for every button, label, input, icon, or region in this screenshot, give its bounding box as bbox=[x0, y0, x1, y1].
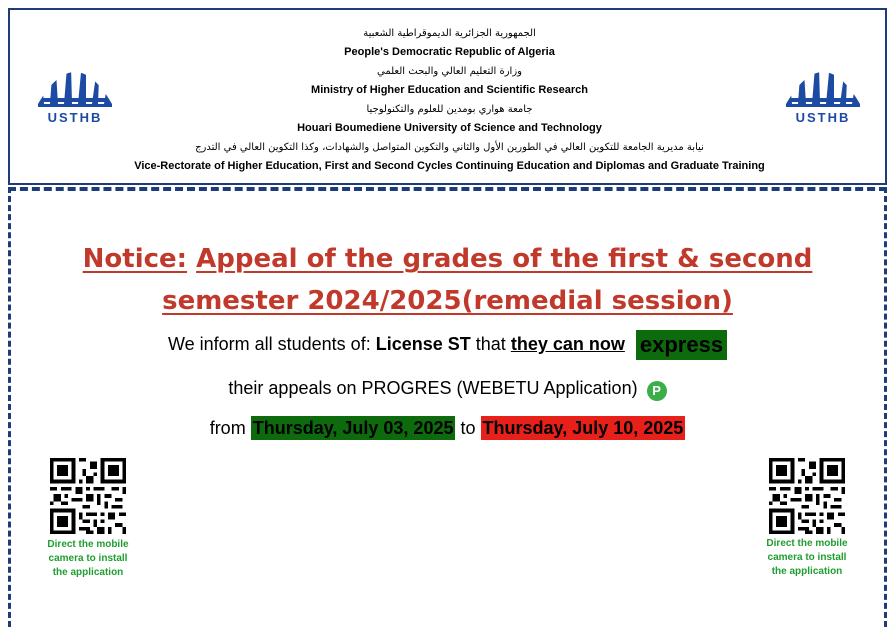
notice-line-2 bbox=[0, 378, 895, 401]
qr-code-icon[interactable] bbox=[44, 458, 132, 534]
line3-from: from bbox=[209, 418, 246, 438]
qr-caption-line: camera to install bbox=[48, 553, 128, 564]
qr-caption-line: the application bbox=[771, 566, 843, 577]
header-line-ar-1: الجمهورية الجزائرية الديموقراطية الشعبية bbox=[363, 28, 536, 39]
notice-line-3 bbox=[0, 418, 895, 439]
line1-intro: We inform all students of: bbox=[167, 334, 371, 354]
qr-caption-line: the application bbox=[52, 567, 124, 578]
start-date: Thursday, July 03, 2025 bbox=[252, 418, 454, 438]
notice-title bbox=[60, 238, 835, 322]
notice-title-part1: Appeal of the grades of the first & second bbox=[196, 244, 813, 274]
logo-emblem-icon bbox=[780, 46, 866, 110]
header-line-ar-3: جامعة هواري بومدين للعلوم والتكنولوجيا bbox=[366, 104, 533, 115]
header-line-en-4: Vice-Rectorate of Higher Education, First and Second Cycles Continuing Education and Diplomas and Graduate Training bbox=[134, 160, 765, 172]
qr-caption-left bbox=[33, 538, 143, 580]
line3-to: to bbox=[460, 418, 476, 438]
header-line-en-2: Ministry of Higher Education and Scientific Research bbox=[311, 84, 588, 96]
notice-label: Notice: bbox=[82, 244, 188, 274]
header-line-en-3: Houari Boumediene University of Science and Technology bbox=[297, 122, 602, 134]
qr-caption-line: Direct the mobile bbox=[766, 538, 848, 549]
qr-caption-line: camera to install bbox=[767, 552, 847, 563]
line2-text: their appeals on PROGRES (WEBETU Application) bbox=[228, 378, 638, 398]
header-line-ar-2: وزارة التعليم العالي والبحث العلمي bbox=[377, 66, 522, 77]
qr-caption-right bbox=[752, 537, 862, 579]
progres-app-icon: P bbox=[647, 381, 667, 401]
header-line-ar-4: نيابة مديرية الجامعة للتكوين العالي في الطورين الأول والثاني والتكوين المتواصل والشهادات، وكذا التكوين العالي في التدرج bbox=[195, 142, 704, 153]
line1-program: License ST bbox=[375, 334, 471, 354]
line1-that: that bbox=[475, 334, 506, 354]
header-line-en-1: People's Democratic Republic of Algeria bbox=[344, 46, 555, 58]
logo-text: USTHB bbox=[47, 110, 103, 125]
qr-code-icon[interactable] bbox=[763, 458, 851, 534]
logo-emblem-icon bbox=[32, 46, 118, 110]
notice-title-part2: semester 2024/2025(remedial session) bbox=[162, 286, 733, 316]
line1-express-highlight: express bbox=[636, 330, 727, 360]
qr-caption-line: Direct the mobile bbox=[47, 539, 129, 550]
logo-text: USTHB bbox=[795, 110, 851, 125]
university-logo-right bbox=[780, 46, 866, 130]
line1-they-can-now: they can now bbox=[510, 334, 625, 354]
header-text-block bbox=[120, 24, 779, 176]
university-logo-left bbox=[32, 46, 118, 130]
end-date: Thursday, July 10, 2025 bbox=[482, 418, 684, 438]
notice-line-1 bbox=[0, 330, 895, 360]
header-frame bbox=[8, 8, 887, 185]
